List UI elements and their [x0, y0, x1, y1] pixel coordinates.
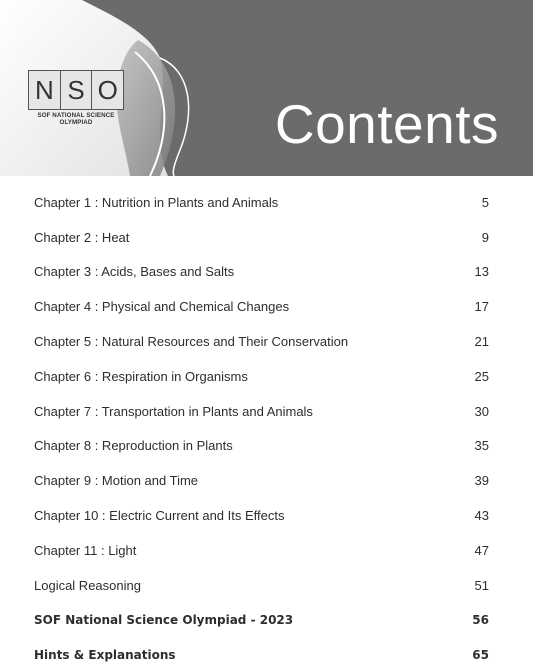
toc-label: Chapter 2 : Heat — [34, 229, 130, 245]
toc-label: Chapter 8 : Reproduction in Plants — [34, 438, 233, 454]
toc-label: Chapter 4 : Physical and Chemical Changes — [34, 299, 290, 315]
toc-row[interactable] — [34, 289, 489, 324]
toc-label: Chapter 3 : Acids, Bases and Salts — [34, 264, 235, 280]
toc-row[interactable] — [34, 498, 489, 533]
toc-page: 30 — [474, 403, 489, 419]
toc-row[interactable] — [34, 533, 489, 568]
toc-page: 25 — [474, 368, 489, 384]
toc-label: Chapter 7 : Transportation in Plants and Animals — [34, 403, 313, 419]
toc-page: 43 — [474, 508, 489, 524]
toc-row-olympiad[interactable] — [34, 603, 489, 638]
toc-page: 51 — [474, 577, 489, 593]
toc-row[interactable] — [34, 220, 489, 255]
logo-letter-n: N — [29, 71, 61, 109]
logo-caption-line1: SOF NATIONAL SCIENCE — [37, 112, 115, 119]
logo-letter-o: O — [92, 71, 123, 109]
toc-label: Chapter 1 : Nutrition in Plants and Animals — [34, 194, 279, 210]
toc-row-hints[interactable] — [34, 637, 489, 672]
logo-letter-s: S — [61, 71, 93, 109]
toc-page: 65 — [472, 647, 489, 662]
toc-label: Chapter 5 : Natural Resources and Their Conservation — [34, 334, 349, 350]
toc-row[interactable] — [34, 255, 489, 290]
toc-page: 13 — [474, 264, 489, 280]
toc-label: Chapter 6 : Respiration in Organisms — [34, 368, 248, 384]
table-of-contents — [34, 185, 489, 672]
toc-page: 9 — [481, 229, 489, 245]
toc-row[interactable] — [34, 324, 489, 359]
toc-page: 5 — [481, 194, 489, 210]
nso-logo — [28, 70, 124, 126]
logo-letter-box — [28, 70, 124, 110]
page-title: Contents — [274, 93, 499, 155]
contents-header — [0, 0, 533, 176]
toc-row[interactable] — [34, 568, 489, 603]
toc-row[interactable] — [34, 394, 489, 429]
toc-page: 17 — [474, 299, 489, 315]
logo-caption — [28, 112, 124, 126]
logo-caption-line2: OLYMPIAD — [59, 119, 93, 126]
toc-row[interactable] — [34, 429, 489, 464]
toc-page: 56 — [472, 612, 489, 627]
toc-label: SOF National Science Olympiad - 2023 — [34, 612, 294, 627]
toc-row[interactable] — [34, 185, 489, 220]
toc-label: Chapter 10 : Electric Current and Its Effects — [34, 508, 285, 524]
toc-label: Hints & Explanations — [34, 647, 176, 662]
toc-page: 39 — [474, 473, 489, 489]
toc-label: Chapter 9 : Motion and Time — [34, 473, 199, 489]
toc-row[interactable] — [34, 359, 489, 394]
toc-page: 21 — [474, 334, 489, 350]
toc-label: Chapter 11 : Light — [34, 542, 137, 558]
toc-label: Logical Reasoning — [34, 577, 141, 593]
toc-page: 35 — [474, 438, 489, 454]
toc-row[interactable] — [34, 463, 489, 498]
toc-page: 47 — [474, 542, 489, 558]
